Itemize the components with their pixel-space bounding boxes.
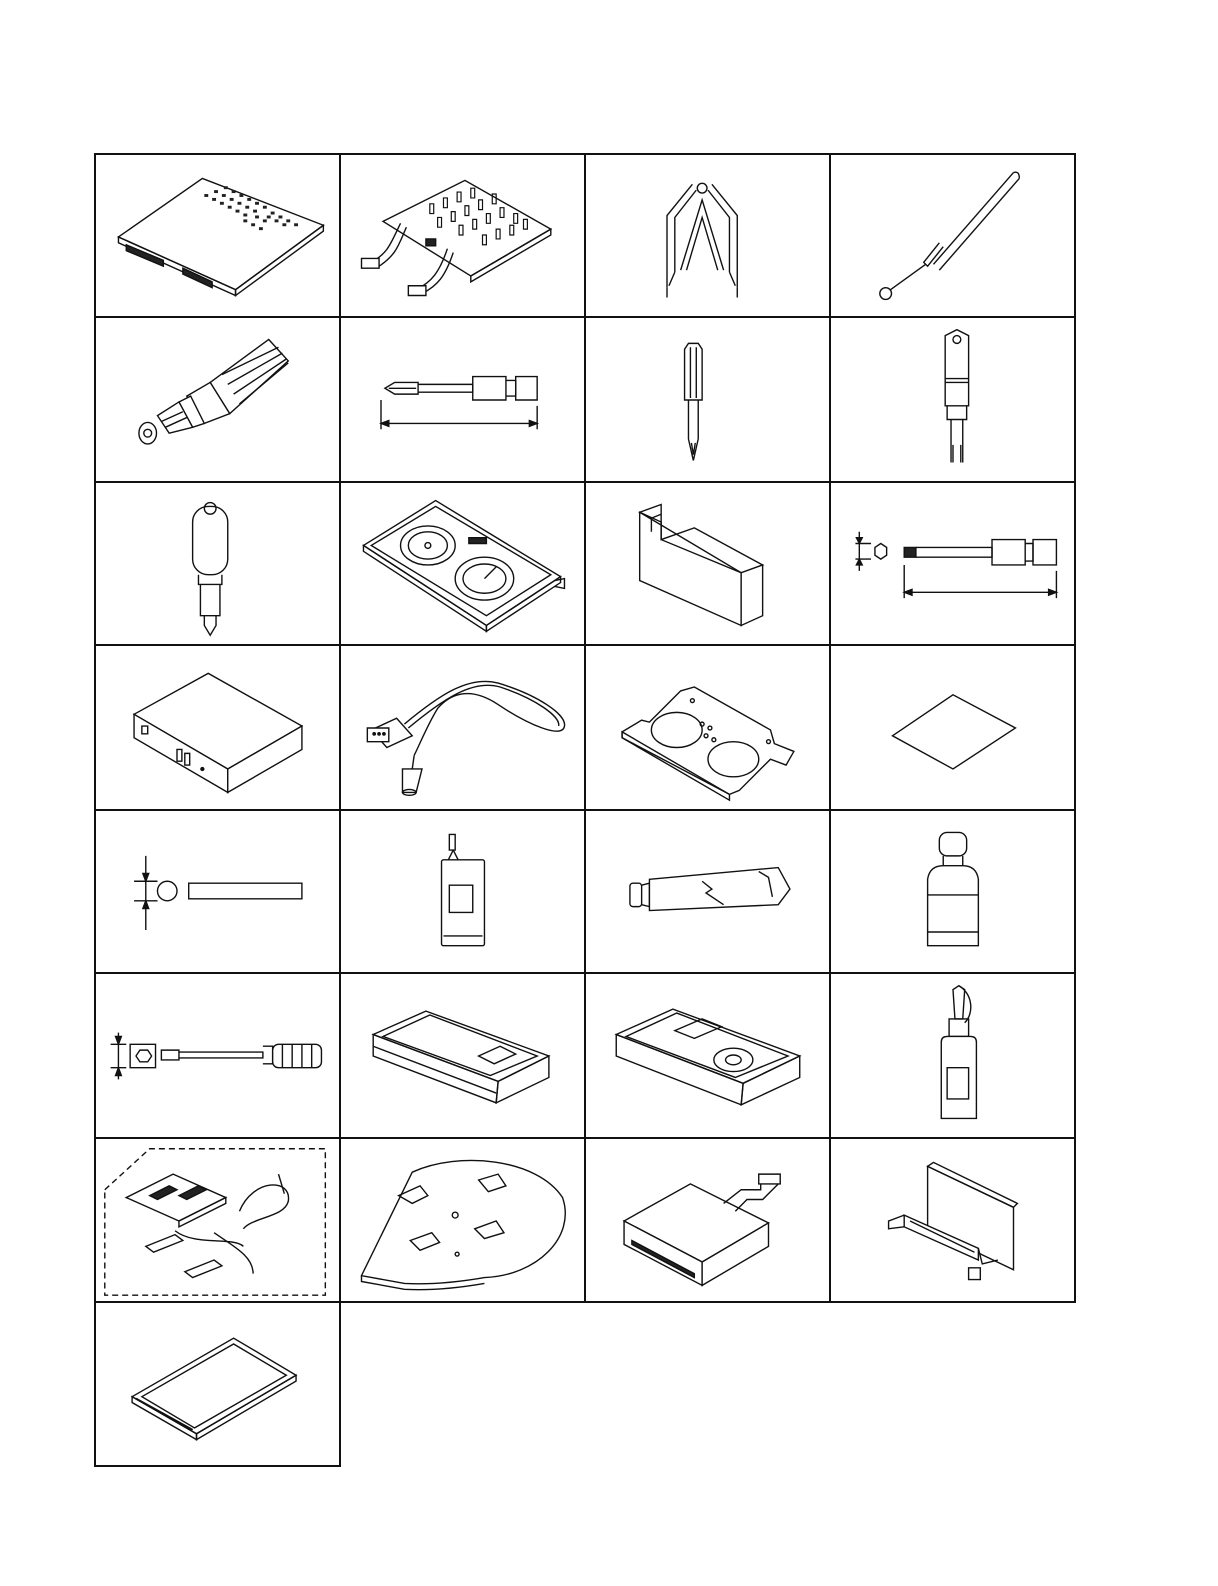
hex-bit-icon	[831, 483, 1074, 644]
oil-can-icon	[341, 811, 584, 972]
reference-tape-cassette-icon	[586, 974, 829, 1137]
cell-tension-tweezers	[584, 153, 831, 318]
cell-card-connector	[829, 1137, 1076, 1303]
cell-reference-tape	[584, 972, 831, 1139]
cell-pin-gauge	[94, 809, 341, 974]
cell-cleaning-cloth	[829, 644, 1076, 811]
cleaning-swab-stick-icon	[831, 155, 1074, 316]
cell-oil-pen	[829, 972, 1076, 1139]
cell-hex-bit	[829, 481, 1076, 646]
tension-tweezers-icon	[586, 155, 829, 316]
tension-gauge-cassette-icon	[341, 483, 584, 644]
torque-driver-icon	[96, 318, 339, 481]
cell-hex-wrench	[94, 972, 341, 1139]
cell-torque-driver	[94, 316, 341, 483]
cell-extension-board-cables	[339, 153, 586, 318]
memory-card-adaptor-icon	[586, 1139, 829, 1301]
alignment-tape-cassette-icon	[341, 974, 584, 1137]
cell-height-gauge	[584, 481, 831, 646]
height-gauge-block-icon	[586, 483, 829, 644]
extension-board-with-cables-icon	[341, 155, 584, 316]
cell-extension-board	[94, 153, 341, 318]
phillips-bit-icon	[341, 318, 584, 481]
cell-alignment-tape	[339, 972, 586, 1139]
solvent-bottle-icon	[831, 811, 1074, 972]
cell-tension-cassette	[339, 481, 586, 646]
cell-relay-board-set	[94, 1137, 341, 1303]
memory-card-icon	[96, 1303, 339, 1465]
pin-gauge-rod-icon	[96, 811, 339, 972]
cell-connection-cable	[339, 644, 586, 811]
cell-solvent-bottle	[829, 809, 1076, 974]
cell-reel-plate	[584, 644, 831, 811]
eccentric-driver-icon	[96, 483, 339, 644]
cell-alignment-box	[94, 644, 341, 811]
cell-disc-jig	[339, 1137, 586, 1303]
alignment-box-icon	[96, 646, 339, 809]
cell-memory-card	[94, 1301, 341, 1467]
cell-memory-card-adaptor	[584, 1137, 831, 1303]
cleaning-cloth-icon	[831, 646, 1074, 809]
card-connector-board-icon	[831, 1139, 1074, 1301]
extension-board-icon	[96, 155, 339, 316]
cell-phillips-bit	[339, 316, 586, 483]
cell-cleaning-stick	[829, 153, 1076, 318]
connection-cable-icon	[341, 646, 584, 809]
cell-oil-can	[339, 809, 586, 974]
cell-grease-tube	[584, 809, 831, 974]
grease-tube-icon	[586, 811, 829, 972]
slot-adjustment-driver-icon	[831, 318, 1074, 481]
cell-eccentric-driver	[94, 481, 341, 646]
oil-pen-icon	[831, 974, 1074, 1137]
disc-jig-plate-icon	[341, 1139, 584, 1301]
hex-wrench-driver-icon	[96, 974, 339, 1137]
phillips-screwdriver-icon	[586, 318, 829, 481]
cell-slot-driver	[829, 316, 1076, 483]
cell-phillips-screwdriver	[584, 316, 831, 483]
reel-plate-jig-icon	[586, 646, 829, 809]
relay-board-set-icon	[96, 1139, 339, 1301]
